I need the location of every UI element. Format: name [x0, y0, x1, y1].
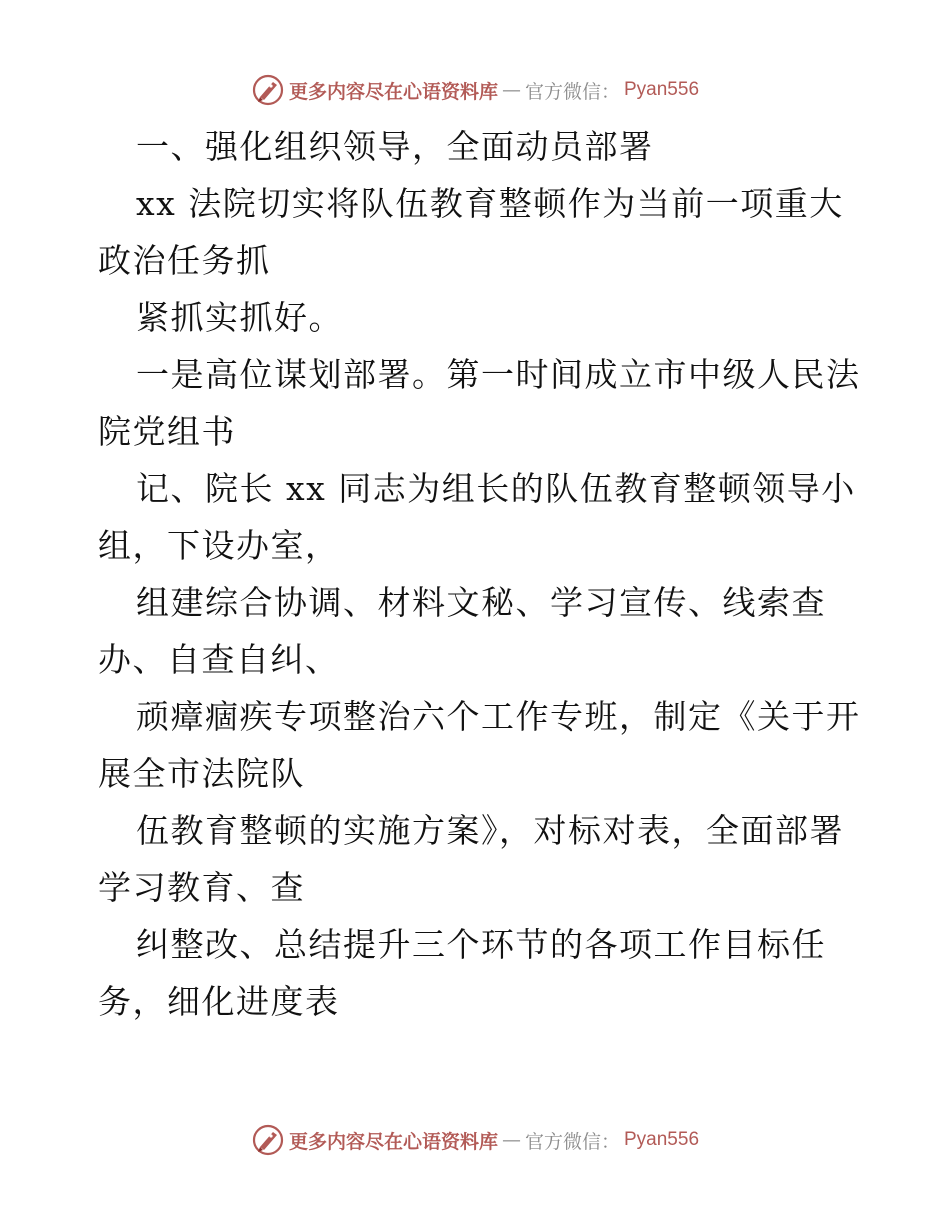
paragraph-line: 纠整改、总结提升三个环节的各项工作目标任 — [136, 925, 826, 964]
paragraph-line: 学习教育、查 — [98, 868, 305, 907]
paragraph-line: 务，细化进度表 — [98, 982, 340, 1021]
footer-watermark — [0, 1120, 950, 1160]
paragraph-line: 记、院长 xx 同志为组长的队伍教育整顿领导小 — [136, 469, 856, 508]
section-heading: 一、强化组织领导，全面动员部署 — [136, 127, 654, 166]
pen-logo-icon — [251, 73, 285, 107]
watermark-official-label: 官方微信： — [524, 1130, 620, 1153]
document-body — [98, 118, 861, 1030]
paragraph-line: 顽瘴痼疾专项整治六个工作专班，制定《关于开 — [136, 697, 861, 736]
paragraph-line: 紧抓实抓好。 — [136, 298, 343, 337]
paragraph-line: 一是高位谋划部署。第一时间成立市中级人民法 — [136, 355, 861, 394]
paragraph-line: 政治任务抓 — [98, 241, 271, 280]
paragraph-line: 组，下设办室， — [98, 526, 340, 565]
watermark-dash: — — [501, 1129, 521, 1151]
watermark-id: Pyan556 — [624, 1129, 700, 1150]
watermark-brand: 更多内容尽在心语资料库 — [288, 1130, 498, 1153]
paragraph-line: xx 法院切实将队伍教育整顿作为当前一项重大 — [136, 184, 844, 223]
pen-logo-icon — [251, 1123, 285, 1157]
watermark-id: Pyan556 — [624, 79, 700, 100]
watermark-dash: — — [501, 79, 521, 101]
header-watermark — [0, 70, 950, 110]
paragraph-line: 组建综合协调、材料文秘、学习宣传、线索查 — [136, 583, 826, 622]
watermark-official-label: 官方微信： — [524, 80, 620, 103]
paragraph-line: 办、自查自纠、 — [98, 640, 340, 679]
paragraph-line: 院党组书 — [98, 412, 236, 451]
watermark-brand: 更多内容尽在心语资料库 — [288, 80, 498, 103]
paragraph-line: 伍教育整顿的实施方案》，对标对表，全面部署 — [136, 811, 844, 850]
paragraph-line: 展全市法院队 — [98, 754, 305, 793]
